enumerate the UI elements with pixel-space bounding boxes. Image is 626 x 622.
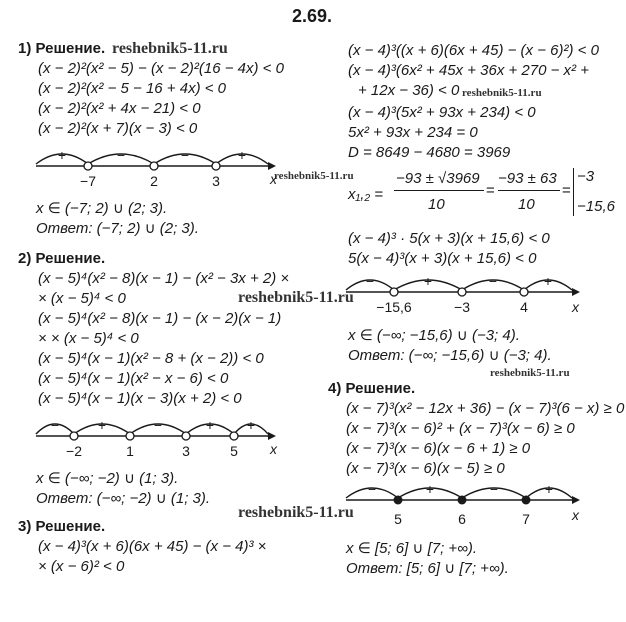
p1-header: 1) Решение. (18, 40, 106, 57)
p2-sign: − (153, 417, 163, 433)
p1-axis-var: x (270, 171, 277, 187)
p1-line: (x − 2)²(x + 7)(x − 3) < 0 (38, 120, 198, 137)
watermark: reshebnik5-11.ru (112, 40, 228, 57)
p3-tick-label: −3 (454, 299, 470, 315)
p1-line: (x − 2)²(x² + 4x − 21) < 0 (38, 100, 201, 117)
p3-line: × (x − 6)² < 0 (38, 558, 125, 575)
p4-sign: − (489, 481, 499, 497)
p2-line: × (x − 5)⁴ < 0 (38, 290, 126, 307)
p3-sign: + (423, 273, 433, 289)
p4-tick-label: 6 (458, 511, 466, 527)
p3-sign: − (488, 273, 498, 289)
p4-line: (x − 7)³(x − 6)² + (x − 7)³(x − 6) ≥ 0 (346, 420, 575, 437)
p3-equals: = (486, 182, 495, 199)
p3-number-line (346, 272, 586, 320)
p3-line: 5x² + 93x + 234 = 0 (348, 124, 478, 141)
p4-sign: + (425, 481, 435, 497)
p2-line: (x − 5)⁴(x − 1)(x² − 8 + (x − 2)) < 0 (38, 350, 264, 367)
p1-tick-label: −7 (80, 173, 96, 189)
p3-tick-label: −15,6 (376, 299, 412, 315)
p1-number-line (36, 146, 276, 194)
p4-answer: Ответ: [5; 6] ∪ [7; +∞). (346, 560, 509, 577)
p2-sign: − (50, 417, 60, 433)
p2-sign: + (246, 417, 256, 433)
p3-frac2-denominator: 10 (518, 196, 535, 213)
p2-header: 2) Решение. (18, 250, 106, 267)
p3-line: (x − 4)³((x + 6)(6x + 45) − (x − 6)²) < 0 (348, 42, 599, 59)
p3-line: (x − 4)³(x + 6)(6x + 45) − (x − 4)³ × (38, 538, 267, 555)
p2-axis-var: x (270, 441, 277, 457)
p2-line: × × (x − 5)⁴ < 0 (38, 330, 139, 347)
watermark: reshebnik5-11.ru (238, 289, 354, 306)
p1-sign: + (237, 147, 247, 163)
p2-tick-label: 1 (126, 443, 134, 459)
p3-root-label: x₁,₂ = (348, 186, 384, 203)
p4-solution-set: x ∈ [5; 6] ∪ [7; +∞). (346, 540, 478, 557)
p3-frac1-denominator: 10 (428, 196, 445, 213)
p4-tick-label: 7 (522, 511, 530, 527)
watermark: reshebnik5-11.ru (274, 170, 354, 182)
p1-tick-label: 3 (212, 173, 220, 189)
p3-header: 3) Решение. (18, 518, 106, 535)
fraction-bar (394, 190, 484, 191)
p4-line: (x − 7)³(x − 6)(x − 5) ≥ 0 (346, 460, 505, 477)
p3-solution-set: x ∈ (−∞; −15,6) ∪ (−3; 4). (348, 327, 520, 344)
p3-line: D = 8649 − 4680 = 3969 (348, 144, 511, 161)
p3-line: + 12x − 36) < 0 (358, 82, 460, 99)
p3-line: (x − 4)³ · 5(x + 3)(x + 15,6) < 0 (348, 230, 550, 247)
p1-sign: − (116, 147, 126, 163)
p2-line: (x − 5)⁴(x² − 8)(x − 1) − (x − 2)(x − 1) (38, 310, 282, 327)
p4-header: 4) Решение. (328, 380, 416, 397)
watermark: reshebnik5-11.ru (462, 87, 542, 99)
p1-line: (x − 2)²(x² − 5) − (x − 2)²(16 − 4x) < 0 (38, 60, 284, 77)
p1-sign: − (180, 147, 190, 163)
watermark: reshebnik5-11.ru (490, 367, 570, 379)
p3-line: 5(x − 4)³(x + 3)(x + 15,6) < 0 (348, 250, 537, 267)
problem-number: 2.69. (292, 6, 333, 26)
p1-answer: Ответ: (−7; 2) ∪ (2; 3). (36, 220, 199, 237)
p2-number-line (36, 416, 276, 464)
p3-frac1-numerator: −93 ± √3969 (396, 170, 480, 187)
p4-number-line (346, 480, 586, 530)
p2-tick-label: 3 (182, 443, 190, 459)
p4-axis-var: x (572, 507, 579, 523)
p4-sign: − (367, 481, 377, 497)
p3-line: (x − 4)³(6x² + 45x + 36x + 270 − x² + (348, 62, 589, 79)
p4-tick-label: 5 (394, 511, 402, 527)
p3-root-b: −15,6 (577, 198, 615, 215)
p4-sign: + (544, 481, 554, 497)
p1-sign: + (57, 147, 67, 163)
p2-sign: + (205, 417, 215, 433)
p2-answer: Ответ: (−∞; −2) ∪ (1; 3). (36, 490, 211, 507)
p2-tick-label: 5 (230, 443, 238, 459)
p2-tick-label: −2 (66, 443, 82, 459)
roots-bracket (573, 168, 574, 216)
p3-root-a: −3 (577, 168, 595, 185)
p2-line: (x − 5)⁴(x − 1)(x² − x − 6) < 0 (38, 370, 229, 387)
p3-line: (x − 4)³(5x² + 93x + 234) < 0 (348, 104, 536, 121)
p2-line: (x − 5)⁴(x − 1)(x − 3)(x + 2) < 0 (38, 390, 242, 407)
p4-line: (x − 7)³(x² − 12x + 36) − (x − 7)³(6 − x) ≥ 0 (346, 400, 625, 417)
p2-sign: + (97, 417, 107, 433)
p3-sign: + (543, 273, 553, 289)
p3-sign: − (365, 273, 375, 289)
p2-line: (x − 5)⁴(x² − 8)(x − 1) − (x² − 3x + 2) × (38, 270, 290, 287)
p3-tick-label: 4 (520, 299, 528, 315)
p3-equals: = (562, 182, 571, 199)
watermark: reshebnik5-11.ru (238, 504, 354, 521)
p2-solution-set: x ∈ (−∞; −2) ∪ (1; 3). (36, 470, 179, 487)
p3-answer: Ответ: (−∞; −15,6) ∪ (−3; 4). (348, 347, 552, 364)
p1-tick-label: 2 (150, 173, 158, 189)
p4-line: (x − 7)³(x − 6)(x − 6 + 1) ≥ 0 (346, 440, 531, 457)
p3-axis-var: x (572, 299, 579, 315)
p1-solution-set: x ∈ (−7; 2) ∪ (2; 3). (36, 200, 168, 217)
p1-line: (x − 2)²(x² − 5 − 16 + 4x) < 0 (38, 80, 226, 97)
fraction-bar (498, 190, 560, 191)
p3-frac2-numerator: −93 ± 63 (498, 170, 557, 187)
